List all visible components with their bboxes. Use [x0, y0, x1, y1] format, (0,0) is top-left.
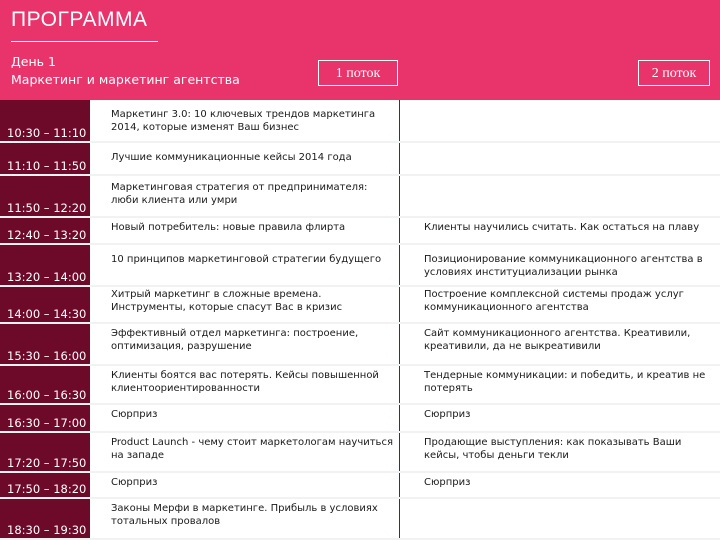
time-slot: 11:10 – 11:50 — [7, 159, 87, 173]
stream-2-session: Построение комплексной системы продаж услуг коммуникационного агентства — [424, 289, 684, 313]
stream-2-session: Сюрприз — [424, 409, 471, 420]
time-slot: 12:40 – 13:20 — [7, 228, 87, 242]
day-heading — [11, 53, 240, 89]
stream-2-session: Сюрприз — [424, 477, 471, 488]
day-number: День 1 — [11, 54, 56, 69]
stream-1-session: Законы Мерфи в маркетинге. Прибыль в условиях тотальных провалов — [111, 503, 378, 527]
stream-2-session: Клиенты научились считать. Как остаться на плаву — [424, 222, 700, 233]
time-slot: 11:50 – 12:20 — [7, 201, 87, 215]
schedule-row — [0, 245, 720, 287]
stream-1-header: 1 поток — [318, 60, 398, 86]
time-slot: 17:20 – 17:50 — [7, 456, 87, 470]
schedule-row — [0, 405, 720, 433]
title-underline — [11, 41, 158, 42]
schedule-row — [0, 324, 720, 366]
schedule-row — [0, 100, 720, 143]
time-slot: 16:30 – 17:00 — [7, 416, 87, 430]
time-slot: 13:20 – 14:00 — [7, 270, 87, 284]
time-slot: 14:00 – 14:30 — [7, 307, 87, 321]
stream-1-session: Маркетинг 3.0: 10 ключевых трендов маркетинга 2014, которые изменят Ваш бизнес — [111, 109, 376, 133]
stream-1-session: Клиенты боятся вас потерять. Кейсы повышенной клиентоориентированности — [111, 370, 379, 394]
schedule-row — [0, 433, 720, 473]
stream-1-session: Сюрприз — [111, 477, 158, 488]
day-topic: Маркетинг и маркетинг агентства — [11, 72, 240, 87]
stream-2-header: 2 поток — [638, 60, 710, 86]
schedule-row — [0, 499, 720, 540]
stream-2-session: Сайт коммуникационного агентства. Креативили, креативили, да не выкреативили — [424, 328, 691, 352]
schedule-row — [0, 287, 720, 324]
stream-1-session: Сюрприз — [111, 409, 158, 420]
time-slot: 16:00 – 16:30 — [7, 388, 87, 402]
stream-2-session: Тендерные коммуникации: и победить, и креатив не потерять — [424, 370, 706, 394]
schedule-row — [0, 176, 720, 218]
time-slot: 17:50 – 18:20 — [7, 482, 87, 496]
time-slot: 15:30 – 16:00 — [7, 349, 87, 363]
schedule-row — [0, 218, 720, 245]
stream-1-session: Новый потребитель: новые правила флирта — [111, 222, 346, 233]
time-slot: 18:30 – 19:30 — [7, 523, 87, 537]
stream-2-session: Позиционирование коммуникационного агентства в условиях институциализации рынка — [424, 254, 703, 278]
stream-2-session: Продающие выступления: как показывать Ваши кейсы, чтобы деньги текли — [424, 437, 682, 461]
stream-1-session: Маркетинговая стратегия от предпринимателя: люби клиента или умри — [111, 182, 368, 206]
header-banner — [0, 0, 720, 100]
page-title: ПРОГРАММА — [11, 8, 148, 31]
stream-1-session: Лучшие коммуникационные кейсы 2014 года — [111, 152, 352, 163]
stream-1-session: 10 принципов маркетинговой стратегии будущего — [111, 254, 382, 265]
schedule-row — [0, 366, 720, 405]
schedule-row — [0, 473, 720, 499]
stream-1-session: Product Launch - чему стоит маркетологам научиться на западе — [111, 437, 393, 461]
stream-1-session: Хитрый маркетинг в сложные времена. Инструменты, которые спасут Вас в кризис — [111, 289, 343, 313]
time-slot: 10:30 – 11:10 — [7, 126, 87, 140]
schedule-row — [0, 143, 720, 176]
stream-1-session: Эффективный отдел маркетинга: построение, оптимизация, разрушение — [111, 328, 359, 352]
